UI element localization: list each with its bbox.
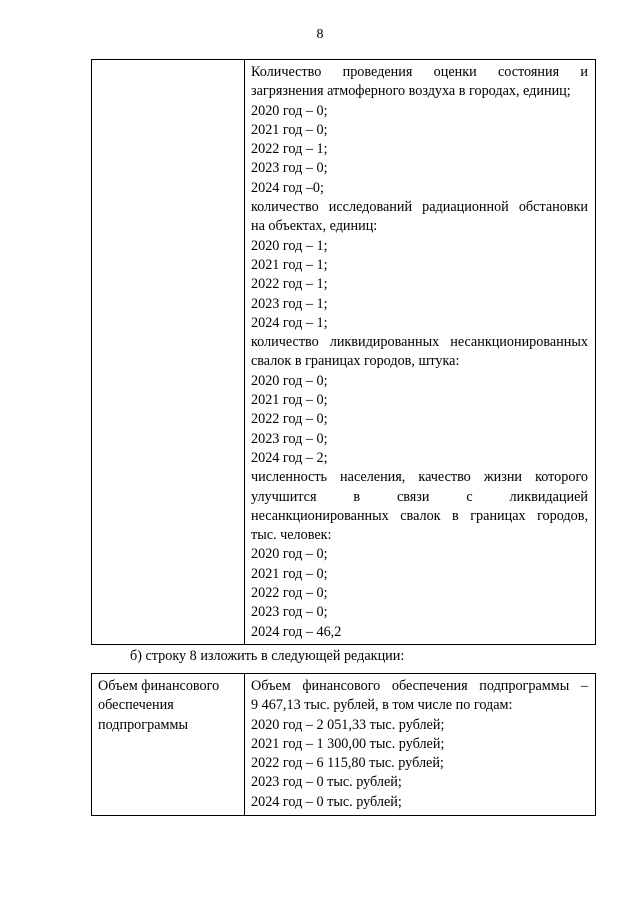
text-line: Объем финансового обеспечения подпрограммы – <box>251 678 588 694</box>
text-line: 2020 год – 0; <box>251 546 328 563</box>
text-line: численность населения, качество жизни которого <box>251 469 588 486</box>
text-line: 2022 год – 0; <box>251 411 328 428</box>
empty-label-cell <box>92 60 245 645</box>
text-line: 2021 год – 0; <box>251 392 328 409</box>
text-line: 2020 год – 0; <box>251 372 328 389</box>
text-line: тыс. человек: <box>251 527 332 544</box>
text-line: 2023 год – 0; <box>251 604 328 621</box>
text-line: 2020 год – 2 051,33 тыс. рублей; <box>251 716 445 733</box>
text-line: несанкционированных свалок в границах городов, <box>251 507 588 524</box>
financing-value-cell <box>245 674 596 816</box>
indicators-table <box>91 59 596 645</box>
text-line: 2022 год – 0; <box>251 585 328 602</box>
text-line: 2024 год – 46,2 <box>251 623 342 640</box>
text-line: на объектах, единиц: <box>251 218 378 235</box>
text-line: количество ликвидированных несанкционированных <box>251 334 588 351</box>
text-line: 2024 год –0; <box>251 179 324 196</box>
financing-table <box>91 673 596 816</box>
instruction-text: б) строку 8 изложить в следующей редакции: <box>130 648 405 664</box>
text-line: 2023 год – 0; <box>251 430 328 447</box>
text-line: количество исследований радиационной обстановки <box>251 199 588 216</box>
page-number: 8 <box>316 27 324 42</box>
text-line: 2024 год – 2; <box>251 449 328 466</box>
text-line: Количество проведения оценки состояния и <box>251 64 588 80</box>
text-line: улучшится в связи с ликвидацией <box>251 488 588 505</box>
text-line: 2023 год – 0 тыс. рублей; <box>251 774 402 791</box>
text-line: 2024 год – 1; <box>251 314 328 331</box>
table-row <box>92 674 596 816</box>
label-line: обеспечения <box>98 697 174 714</box>
text-line: 2021 год – 0; <box>251 565 328 582</box>
indicators-cell <box>245 60 596 645</box>
text-line: 2022 год – 6 115,80 тыс. рублей; <box>251 755 444 772</box>
text-line: загрязнения атмоферного воздуха в городах, единиц; <box>251 83 571 100</box>
text-line: 2024 год – 0 тыс. рублей; <box>251 793 402 810</box>
text-line: 2023 год – 0; <box>251 160 328 177</box>
text-line: 2021 год – 1; <box>251 256 328 273</box>
financing-label-cell <box>92 674 245 816</box>
label-line: подпрограммы <box>98 716 188 733</box>
text-line: 9 467,13 тыс. рублей, в том числе по годам: <box>251 697 513 714</box>
text-line: 2022 год – 1; <box>251 276 328 293</box>
text-line: 2020 год – 1; <box>251 237 328 254</box>
text-line: 2021 год – 1 300,00 тыс. рублей; <box>251 735 445 752</box>
text-line: 2020 год – 0; <box>251 102 328 119</box>
label-line: Объем финансового <box>98 678 220 694</box>
text-line: свалок в границах городов, штука: <box>251 353 460 370</box>
text-line: 2022 год – 1; <box>251 141 328 158</box>
table-row <box>92 60 596 645</box>
text-line: 2021 год – 0; <box>251 121 328 138</box>
text-line: 2023 год – 1; <box>251 295 328 312</box>
